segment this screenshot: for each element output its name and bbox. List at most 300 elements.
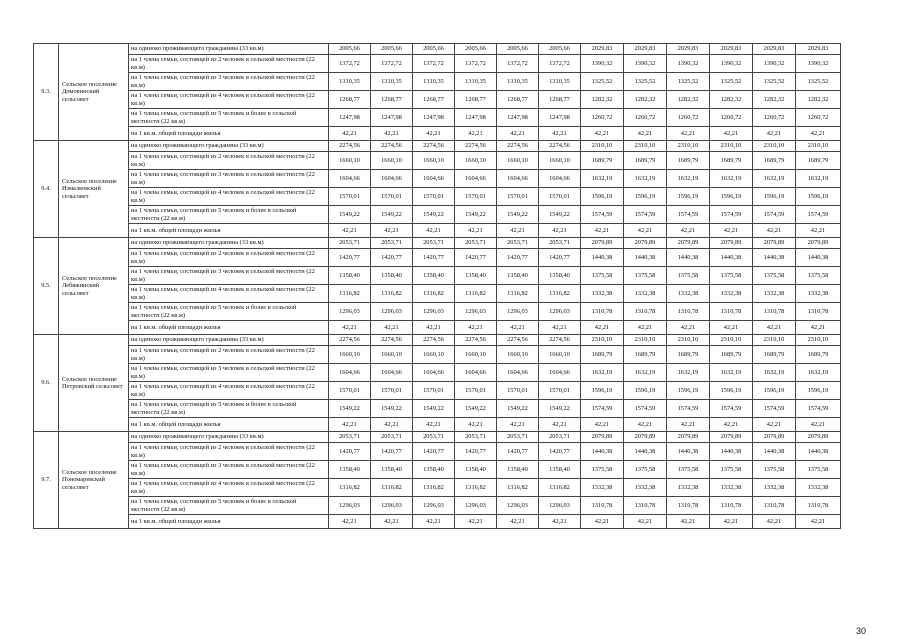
table-row [34,432,841,443]
table-row [34,91,841,109]
value-cell: 42,21 [581,321,624,335]
value-cell: 1689,79 [710,152,753,170]
value-cell: 1332,38 [710,285,753,303]
value-cell: 2274,56 [539,141,581,152]
table-row [34,44,841,55]
value-cell: 1310,78 [667,303,710,321]
value-cell: 1332,38 [667,479,710,497]
value-cell: 42,21 [539,127,581,141]
value-cell: 1296,03 [539,303,581,321]
value-cell: 2274,56 [539,335,581,346]
value-cell: 1570,01 [371,188,413,206]
value-cell: 42,21 [796,224,841,238]
value-cell: 1420,77 [455,249,497,267]
settlement-name: Сельское поселение Измалковский сельсовет [59,141,129,238]
value-cell: 1390,32 [581,55,624,73]
value-cell: 1660,10 [497,152,539,170]
value-cell: 1316,82 [455,285,497,303]
value-cell: 42,21 [710,127,753,141]
value-cell: 1325,52 [753,73,796,91]
value-cell: 42,21 [497,321,539,335]
value-cell: 2310,10 [710,141,753,152]
value-cell: 1596,19 [796,188,841,206]
value-cell: 1310,78 [796,497,841,515]
value-cell: 42,21 [624,418,667,432]
value-cell: 1358,40 [371,461,413,479]
value-cell: 1375,58 [667,461,710,479]
value-cell: 1689,79 [667,346,710,364]
value-cell: 1358,40 [455,267,497,285]
value-cell: 2079,89 [581,238,624,249]
section-number: 9.3. [34,44,59,141]
norm-label: на 1 кв.м. общей площади жилья [129,515,329,529]
table-row [34,73,841,91]
value-cell: 1316,82 [371,479,413,497]
value-cell: 1316,82 [413,479,455,497]
value-cell: 42,21 [539,321,581,335]
value-cell: 1282,32 [753,91,796,109]
value-cell: 1689,79 [710,346,753,364]
value-cell: 2029,83 [624,44,667,55]
value-cell: 1310,78 [667,497,710,515]
value-cell: 2310,10 [581,141,624,152]
norm-label: на 1 члена семьи, состоящей из 3 человек в сельской местности (22 кв.м) [129,461,329,479]
value-cell: 1632,19 [710,170,753,188]
table-row [34,285,841,303]
norm-label: на 1 члена семьи, состоящей из 5 человек и более в сельской местности (22 кв.м) [129,303,329,321]
value-cell: 1375,58 [710,267,753,285]
value-cell: 1390,32 [753,55,796,73]
value-cell: 2053,71 [455,432,497,443]
value-cell: 2005,66 [539,44,581,55]
value-cell: 1332,38 [796,285,841,303]
value-cell: 1420,77 [413,443,455,461]
value-cell: 1260,72 [624,109,667,127]
table-row [34,152,841,170]
value-cell: 1325,52 [796,73,841,91]
table-row [34,346,841,364]
value-cell: 2310,10 [796,141,841,152]
value-cell: 1268,77 [329,91,371,109]
value-cell: 1632,19 [667,364,710,382]
value-cell: 2053,71 [539,238,581,249]
value-cell: 1296,03 [455,303,497,321]
settlement-name: Сельское поселение Петровский сельсовет [59,335,129,432]
value-cell: 2079,89 [796,432,841,443]
value-cell: 2274,56 [329,141,371,152]
table-row [34,238,841,249]
value-cell: 2310,10 [796,335,841,346]
value-cell: 2079,89 [667,238,710,249]
value-cell: 42,21 [667,418,710,432]
value-cell: 1332,38 [667,285,710,303]
value-cell: 1268,77 [539,91,581,109]
value-cell: 42,21 [539,224,581,238]
value-cell: 1420,77 [497,249,539,267]
value-cell: 1310,78 [624,497,667,515]
value-cell: 1358,40 [329,461,371,479]
value-cell: 2053,71 [329,432,371,443]
value-cell: 42,21 [710,321,753,335]
norm-label: на 1 члена семьи, состоящей из 5 человек и более в сельской местности (22 кв.м) [129,400,329,418]
value-cell: 42,21 [753,321,796,335]
table-row [34,249,841,267]
value-cell: 1632,19 [581,170,624,188]
value-cell: 2079,89 [796,238,841,249]
value-cell: 42,21 [371,321,413,335]
value-cell: 1574,59 [796,400,841,418]
value-cell: 1420,77 [497,443,539,461]
value-cell: 1296,03 [371,303,413,321]
value-cell: 2310,10 [581,335,624,346]
value-cell: 1440,38 [667,249,710,267]
table-row [34,109,841,127]
value-cell: 42,21 [667,224,710,238]
value-cell: 2005,66 [413,44,455,55]
value-cell: 1632,19 [710,364,753,382]
section-number: 9.7. [34,432,59,529]
value-cell: 1268,77 [413,91,455,109]
value-cell: 1689,79 [753,152,796,170]
value-cell: 1420,77 [329,443,371,461]
page-number: 30 [856,626,867,636]
value-cell: 2079,89 [624,432,667,443]
value-cell: 42,21 [796,127,841,141]
value-cell: 1596,19 [710,188,753,206]
value-cell: 42,21 [413,321,455,335]
value-cell: 1604,66 [413,170,455,188]
value-cell: 42,21 [624,224,667,238]
value-cell: 1440,38 [753,249,796,267]
value-cell: 1549,22 [329,400,371,418]
table-row [34,461,841,479]
value-cell: 1390,32 [624,55,667,73]
value-cell: 1358,40 [413,267,455,285]
tariff-table [33,43,841,529]
value-cell: 1440,38 [667,443,710,461]
value-cell: 1596,19 [796,382,841,400]
norm-label: на 1 члена семьи, состоящей из 4 человек в сельской местности (22 кв.м) [129,479,329,497]
settlement-name: Сельское поселение Лебяжинский сельсовет [59,238,129,335]
value-cell: 1574,59 [753,206,796,224]
value-cell: 1420,77 [539,249,581,267]
value-cell: 1660,10 [329,152,371,170]
value-cell: 1296,03 [455,497,497,515]
value-cell: 42,21 [371,224,413,238]
value-cell: 1440,38 [581,249,624,267]
value-cell: 1282,32 [710,91,753,109]
value-cell: 1282,32 [624,91,667,109]
norm-label: на одиноко проживающего гражданина (33 кв.м) [129,238,329,249]
value-cell: 1332,38 [753,479,796,497]
table-row [34,515,841,529]
value-cell: 1604,66 [371,364,413,382]
value-cell: 1574,59 [581,206,624,224]
value-cell: 1247,98 [413,109,455,127]
value-cell: 42,21 [753,515,796,529]
value-cell: 1260,72 [753,109,796,127]
value-cell: 42,21 [329,321,371,335]
value-cell: 42,21 [455,515,497,529]
norm-label: на 1 кв.м. общей площади жилья [129,127,329,141]
value-cell: 1440,38 [753,443,796,461]
value-cell: 42,21 [371,127,413,141]
value-cell: 1247,98 [371,109,413,127]
value-cell: 1247,98 [455,109,497,127]
norm-label: на 1 кв.м. общей площади жилья [129,224,329,238]
value-cell: 2079,89 [710,432,753,443]
value-cell: 2053,71 [497,238,539,249]
value-cell: 2310,10 [710,335,753,346]
value-cell: 1440,38 [624,249,667,267]
table-row [34,321,841,335]
value-cell: 1358,40 [455,461,497,479]
value-cell: 1570,01 [371,382,413,400]
value-cell: 1570,01 [497,382,539,400]
value-cell: 2274,56 [497,335,539,346]
value-cell: 1390,32 [710,55,753,73]
settlement-name: Сельское поселение Домовинский сельсовет [59,44,129,141]
value-cell: 42,21 [581,418,624,432]
norm-label: на 1 члена семьи, состоящей из 4 человек в сельской местности (22 кв.м) [129,382,329,400]
value-cell: 1375,58 [710,461,753,479]
value-cell: 1332,38 [796,479,841,497]
value-cell: 42,21 [624,127,667,141]
value-cell: 1596,19 [624,382,667,400]
value-cell: 1316,82 [455,479,497,497]
value-cell: 42,21 [413,224,455,238]
norm-label: на 1 члена семьи, состоящей из 3 человек в сельской местности (22 кв.м) [129,73,329,91]
value-cell: 1570,01 [329,382,371,400]
value-cell: 2079,89 [753,238,796,249]
value-cell: 1596,19 [667,188,710,206]
value-cell: 1247,98 [539,109,581,127]
value-cell: 1296,03 [413,497,455,515]
value-cell: 2029,83 [581,44,624,55]
value-cell: 1549,22 [497,206,539,224]
value-cell: 1549,22 [539,400,581,418]
value-cell: 42,21 [667,515,710,529]
section-number: 9.4. [34,141,59,238]
value-cell: 1570,01 [455,188,497,206]
value-cell: 2079,89 [753,432,796,443]
value-cell: 42,21 [667,127,710,141]
table-row [34,497,841,515]
value-cell: 1574,59 [710,206,753,224]
value-cell: 1632,19 [796,170,841,188]
value-cell: 1316,82 [413,285,455,303]
value-cell: 42,21 [753,224,796,238]
value-cell: 1375,58 [624,461,667,479]
value-cell: 1632,19 [667,170,710,188]
table-row [34,188,841,206]
value-cell: 1604,66 [497,170,539,188]
value-cell: 2029,83 [796,44,841,55]
value-cell: 42,21 [413,418,455,432]
value-cell: 2274,56 [413,335,455,346]
value-cell: 42,21 [455,321,497,335]
value-cell: 42,21 [624,515,667,529]
value-cell: 2053,71 [413,432,455,443]
value-cell: 1596,19 [753,188,796,206]
value-cell: 1332,38 [624,285,667,303]
value-cell: 1574,59 [710,400,753,418]
value-cell: 1549,22 [371,206,413,224]
value-cell: 1660,10 [413,152,455,170]
value-cell: 1310,35 [371,73,413,91]
value-cell: 1689,79 [796,152,841,170]
value-cell: 2310,10 [624,335,667,346]
norm-label: на 1 члена семьи, состоящей из 4 человек в сельской местности (22 кв.м) [129,188,329,206]
table-row [34,267,841,285]
value-cell: 42,21 [413,515,455,529]
value-cell: 1570,01 [413,382,455,400]
value-cell: 1296,03 [329,497,371,515]
value-cell: 2053,71 [329,238,371,249]
table-row [34,443,841,461]
value-cell: 1372,72 [455,55,497,73]
norm-label: на 1 члена семьи, состоящей из 2 человек в сельской местности (22 кв.м) [129,55,329,73]
value-cell: 1420,77 [413,249,455,267]
norm-label: на 1 члена семьи, состоящей из 5 человек и более в сельской местности (22 кв.м) [129,206,329,224]
value-cell: 1440,38 [710,249,753,267]
value-cell: 1660,10 [371,152,413,170]
value-cell: 1604,66 [539,170,581,188]
value-cell: 1574,59 [624,206,667,224]
value-cell: 1372,72 [413,55,455,73]
value-cell: 42,21 [497,127,539,141]
value-cell: 1660,10 [413,346,455,364]
norm-label: на 1 члена семьи, состоящей из 3 человек в сельской местности (22 кв.м) [129,267,329,285]
value-cell: 42,21 [371,418,413,432]
value-cell: 42,21 [329,515,371,529]
value-cell: 1632,19 [624,170,667,188]
value-cell: 1372,72 [371,55,413,73]
value-cell: 2029,83 [753,44,796,55]
value-cell: 2274,56 [371,335,413,346]
value-cell: 2079,89 [624,238,667,249]
value-cell: 1332,38 [581,285,624,303]
value-cell: 1268,77 [497,91,539,109]
value-cell: 1310,78 [753,303,796,321]
value-cell: 1316,82 [329,285,371,303]
value-cell: 1310,78 [581,303,624,321]
value-cell: 1689,79 [667,152,710,170]
norm-label: на 1 члена семьи, состоящей из 5 человек и более в сельской местности (22 кв.м) [129,497,329,515]
value-cell: 1282,32 [796,91,841,109]
value-cell: 1574,59 [624,400,667,418]
value-cell: 1260,72 [710,109,753,127]
value-cell: 1358,40 [497,267,539,285]
table-row [34,479,841,497]
value-cell: 1310,78 [581,497,624,515]
value-cell: 1316,82 [329,479,371,497]
value-cell: 2005,66 [371,44,413,55]
value-cell: 1372,72 [539,55,581,73]
table-row [34,400,841,418]
value-cell: 1375,58 [753,267,796,285]
value-cell: 1390,32 [796,55,841,73]
value-cell: 1632,19 [796,364,841,382]
value-cell: 42,21 [710,515,753,529]
value-cell: 2310,10 [624,141,667,152]
value-cell: 1596,19 [581,188,624,206]
norm-label: на 1 члена семьи, состоящей из 4 человек в сельской местности (22 кв.м) [129,285,329,303]
norm-label: на 1 члена семьи, состоящей из 2 человек в сельской местности (22 кв.м) [129,152,329,170]
value-cell: 1549,22 [413,206,455,224]
value-cell: 1316,82 [497,479,539,497]
value-cell: 42,21 [329,127,371,141]
value-cell: 1632,19 [624,364,667,382]
value-cell: 1375,58 [581,267,624,285]
value-cell: 42,21 [497,515,539,529]
norm-label: на 1 члена семьи, состоящей из 4 человек в сельской местности (22 кв.м) [129,91,329,109]
norm-label: на одиноко проживающего гражданина (33 кв.м) [129,432,329,443]
value-cell: 1660,10 [539,152,581,170]
value-cell: 1604,66 [329,364,371,382]
value-cell: 42,21 [667,321,710,335]
value-cell: 42,21 [455,127,497,141]
value-cell: 1632,19 [581,364,624,382]
value-cell: 1296,03 [497,497,539,515]
settlement-name: Сельское поселение Пономаревский сельсовет [59,432,129,529]
value-cell: 1604,66 [455,170,497,188]
value-cell: 1260,72 [581,109,624,127]
value-cell: 1268,77 [371,91,413,109]
table-row [34,141,841,152]
value-cell: 1310,35 [455,73,497,91]
value-cell: 1375,58 [667,267,710,285]
value-cell: 2053,71 [539,432,581,443]
value-cell: 1570,01 [413,188,455,206]
value-cell: 1316,82 [539,285,581,303]
value-cell: 1358,40 [497,461,539,479]
norm-label: на 1 члена семьи, состоящей из 5 человек и более в сельской местности (22 кв.м) [129,109,329,127]
table-row [34,382,841,400]
value-cell: 1375,58 [753,461,796,479]
value-cell: 1420,77 [539,443,581,461]
value-cell: 1310,78 [710,497,753,515]
value-cell: 1325,52 [581,73,624,91]
table-row [34,127,841,141]
value-cell: 1570,01 [539,188,581,206]
value-cell: 2079,89 [581,432,624,443]
value-cell: 42,21 [455,224,497,238]
value-cell: 1689,79 [753,346,796,364]
value-cell: 1390,32 [667,55,710,73]
value-cell: 1570,01 [539,382,581,400]
value-cell: 42,21 [455,418,497,432]
value-cell: 2310,10 [753,141,796,152]
value-cell: 1420,77 [371,249,413,267]
table-row [34,206,841,224]
value-cell: 1310,35 [329,73,371,91]
value-cell: 2053,71 [413,238,455,249]
value-cell: 2310,10 [667,141,710,152]
value-cell: 42,21 [413,127,455,141]
value-cell: 1574,59 [667,206,710,224]
norm-label: на одиноко проживающего гражданина (33 кв.м) [129,335,329,346]
value-cell: 1372,72 [329,55,371,73]
value-cell: 1325,52 [624,73,667,91]
value-cell: 2274,56 [329,335,371,346]
value-cell: 1604,66 [455,364,497,382]
norm-label: на 1 члена семьи, состоящей из 2 человек в сельской местности (22 кв.м) [129,443,329,461]
value-cell: 2079,89 [667,432,710,443]
value-cell: 1570,01 [455,382,497,400]
value-cell: 42,21 [371,515,413,529]
value-cell: 1549,22 [329,206,371,224]
